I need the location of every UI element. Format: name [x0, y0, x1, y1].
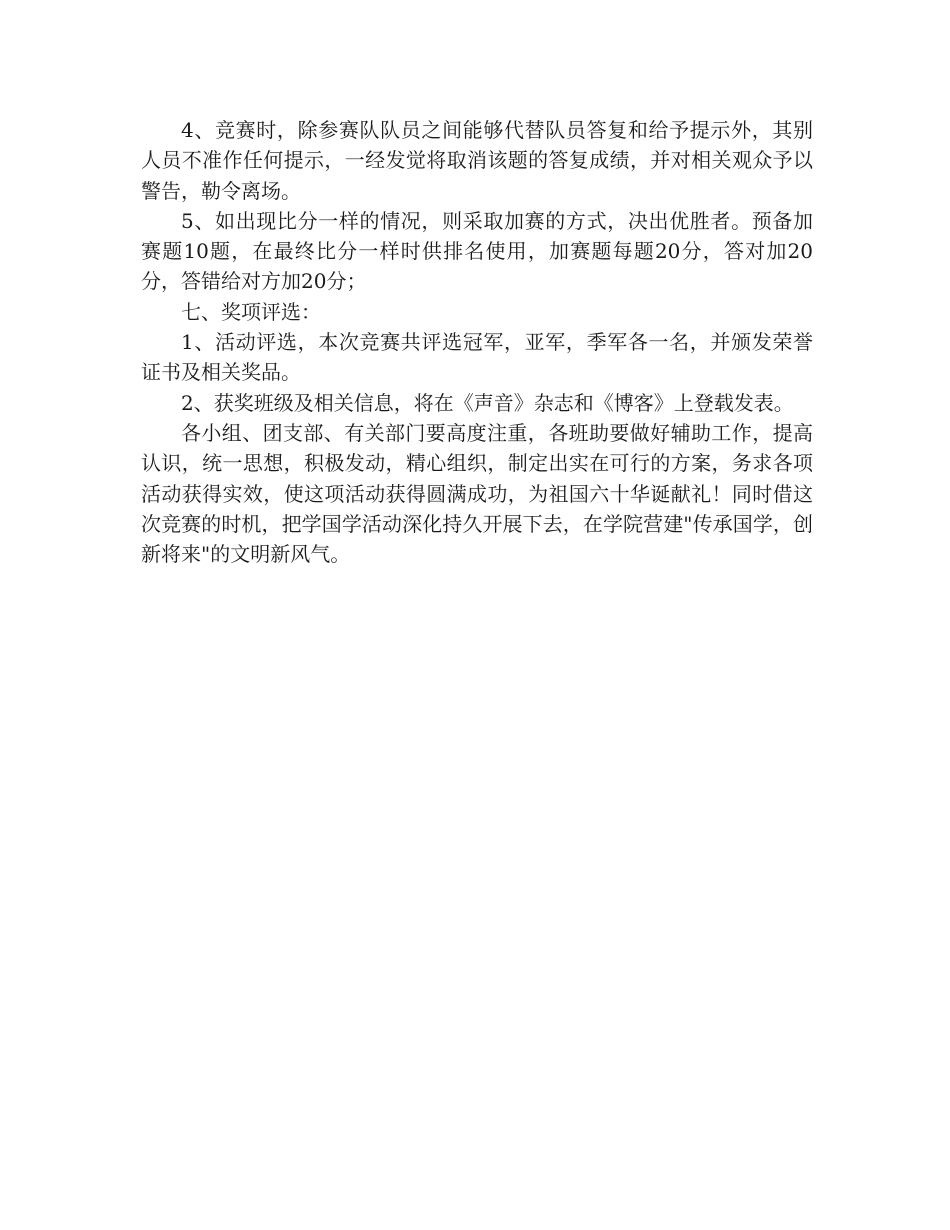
document-body [141, 115, 813, 569]
paragraph-rule-5: 5、如出现比分一样的情况，则采取加赛的方式，决出优胜者。预备加赛题10题，在最终比分一样时供排名使用，加赛题每题20分，答对加20分，答错给对方加20分； [141, 208, 813, 294]
section-heading-awards: 七、奖项评选： [181, 299, 321, 324]
paragraph-award-2: 2、获奖班级及相关信息，将在《声音》杂志和《博客》上登载发表。 [181, 390, 794, 415]
paragraph-award-1: 1、活动评选，本次竞赛共评选冠军，亚军，季军各一名，并颁发荣誉证书及相关奖品。 [141, 330, 813, 385]
paragraph-closing: 各小组、团支部、有关部门要高度注重，各班助要做好辅助工作，提高认识，统一思想，积极发动，精心组织，制定出实在可行的方案，务求各项活动获得实效，使这项活动获得圆满成功，为祖国六十华诞献礼！同时借这次竞赛的时机，把学国学活动深化持久开展下去，在学院营建"传承国学，创新将来"的文明新风气。 [141, 420, 813, 567]
paragraph-rule-4: 4、竞赛时，除参赛队队员之间能够代替队员答复和给予提示外，其别人员不准作任何提示，一经发觉将取消该题的答复成绩，并对相关观众予以警告，勒令离场。 [141, 118, 813, 203]
